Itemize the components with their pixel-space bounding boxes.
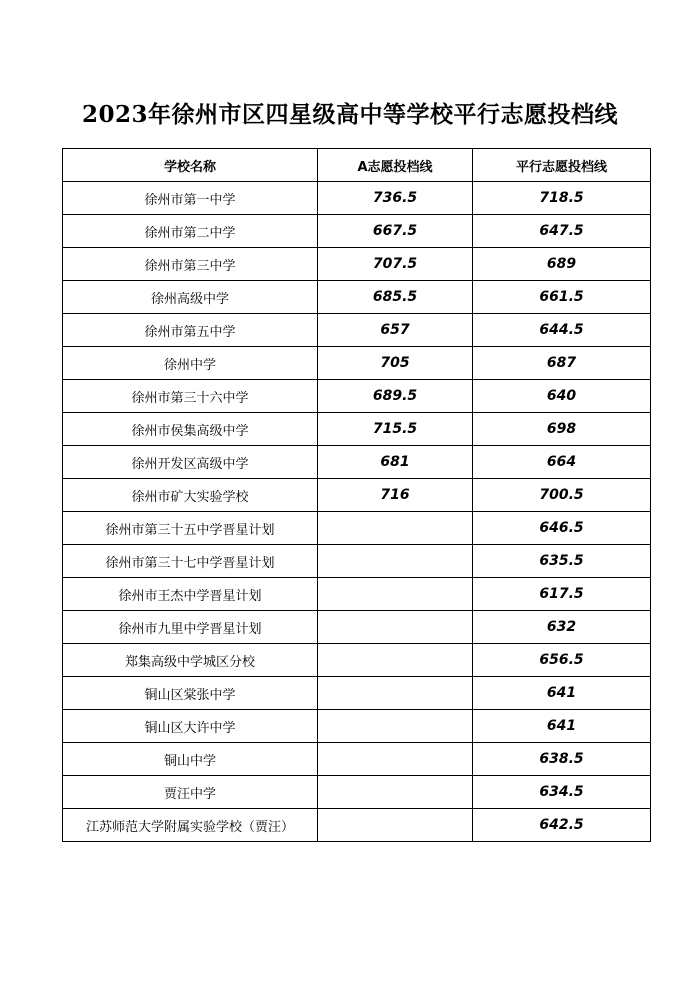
table-row <box>63 248 651 281</box>
parallel-line-cell: 617.5 <box>473 578 651 611</box>
parallel-line-cell: 656.5 <box>473 644 651 677</box>
school-name-cell: 徐州市第五中学 <box>63 314 318 347</box>
header-school-name: 学校名称 <box>63 149 318 182</box>
a-line-cell <box>318 578 473 611</box>
a-line-cell: 685.5 <box>318 281 473 314</box>
table-row <box>63 413 651 446</box>
parallel-line-cell: 700.5 <box>473 479 651 512</box>
school-name-cell: 徐州市第三十七中学晋星计划 <box>63 545 318 578</box>
a-line-cell: 667.5 <box>318 215 473 248</box>
parallel-line-cell: 646.5 <box>473 512 651 545</box>
table-row <box>63 776 651 809</box>
school-name-cell: 铜山中学 <box>63 743 318 776</box>
table-row <box>63 446 651 479</box>
a-line-cell <box>318 644 473 677</box>
table-row <box>63 743 651 776</box>
school-name-cell: 铜山区大许中学 <box>63 710 318 743</box>
a-line-cell: 707.5 <box>318 248 473 281</box>
parallel-line-cell: 642.5 <box>473 809 651 842</box>
admission-score-table <box>62 148 651 842</box>
school-name-cell: 徐州市侯集高级中学 <box>63 413 318 446</box>
a-line-cell: 716 <box>318 479 473 512</box>
parallel-line-cell: 647.5 <box>473 215 651 248</box>
school-name-cell: 徐州市九里中学晋星计划 <box>63 611 318 644</box>
parallel-line-cell: 641 <box>473 710 651 743</box>
table-body <box>63 182 651 842</box>
school-name-cell: 郑集高级中学城区分校 <box>63 644 318 677</box>
table-row <box>63 512 651 545</box>
parallel-line-cell: 718.5 <box>473 182 651 215</box>
school-name-cell: 徐州市第三十五中学晋星计划 <box>63 512 318 545</box>
parallel-line-cell: 632 <box>473 611 651 644</box>
table-row <box>63 314 651 347</box>
a-line-cell: 715.5 <box>318 413 473 446</box>
a-line-cell <box>318 677 473 710</box>
table-row <box>63 545 651 578</box>
a-line-cell <box>318 512 473 545</box>
parallel-line-cell: 698 <box>473 413 651 446</box>
school-name-cell: 铜山区棠张中学 <box>63 677 318 710</box>
school-name-cell: 徐州市矿大实验学校 <box>63 479 318 512</box>
a-line-cell <box>318 710 473 743</box>
table-row <box>63 578 651 611</box>
parallel-line-cell: 641 <box>473 677 651 710</box>
a-line-cell <box>318 545 473 578</box>
parallel-line-cell: 664 <box>473 446 651 479</box>
a-line-cell <box>318 809 473 842</box>
a-line-cell: 657 <box>318 314 473 347</box>
table-row <box>63 380 651 413</box>
a-line-cell: 705 <box>318 347 473 380</box>
table-row <box>63 809 651 842</box>
parallel-line-cell: 634.5 <box>473 776 651 809</box>
table-row <box>63 479 651 512</box>
school-name-cell: 徐州市第二中学 <box>63 215 318 248</box>
table-row <box>63 710 651 743</box>
parallel-line-cell: 689 <box>473 248 651 281</box>
table-row <box>63 182 651 215</box>
school-name-cell: 贾汪中学 <box>63 776 318 809</box>
a-line-cell: 736.5 <box>318 182 473 215</box>
page-title: 2023年徐州市区四星级高中等学校平行志愿投档线 <box>81 101 618 128</box>
a-line-cell <box>318 611 473 644</box>
table-header-row <box>63 149 651 182</box>
parallel-line-cell: 661.5 <box>473 281 651 314</box>
school-name-cell: 江苏师范大学附属实验学校（贾汪） <box>63 809 318 842</box>
school-name-cell: 徐州市第三中学 <box>63 248 318 281</box>
parallel-line-cell: 640 <box>473 380 651 413</box>
table-row <box>63 215 651 248</box>
school-name-cell: 徐州中学 <box>63 347 318 380</box>
school-name-cell: 徐州开发区高级中学 <box>63 446 318 479</box>
table-row <box>63 644 651 677</box>
parallel-line-cell: 644.5 <box>473 314 651 347</box>
school-name-cell: 徐州高级中学 <box>63 281 318 314</box>
header-parallel-line: 平行志愿投档线 <box>473 149 651 182</box>
school-name-cell: 徐州市王杰中学晋星计划 <box>63 578 318 611</box>
table-row <box>63 281 651 314</box>
a-line-cell <box>318 743 473 776</box>
parallel-line-cell: 687 <box>473 347 651 380</box>
table-row <box>63 347 651 380</box>
a-line-cell: 681 <box>318 446 473 479</box>
parallel-line-cell: 635.5 <box>473 545 651 578</box>
school-name-cell: 徐州市第一中学 <box>63 182 318 215</box>
a-line-cell <box>318 776 473 809</box>
a-line-cell: 689.5 <box>318 380 473 413</box>
school-name-cell: 徐州市第三十六中学 <box>63 380 318 413</box>
parallel-line-cell: 638.5 <box>473 743 651 776</box>
header-a-line: A志愿投档线 <box>318 149 473 182</box>
table-row <box>63 611 651 644</box>
table-row <box>63 677 651 710</box>
